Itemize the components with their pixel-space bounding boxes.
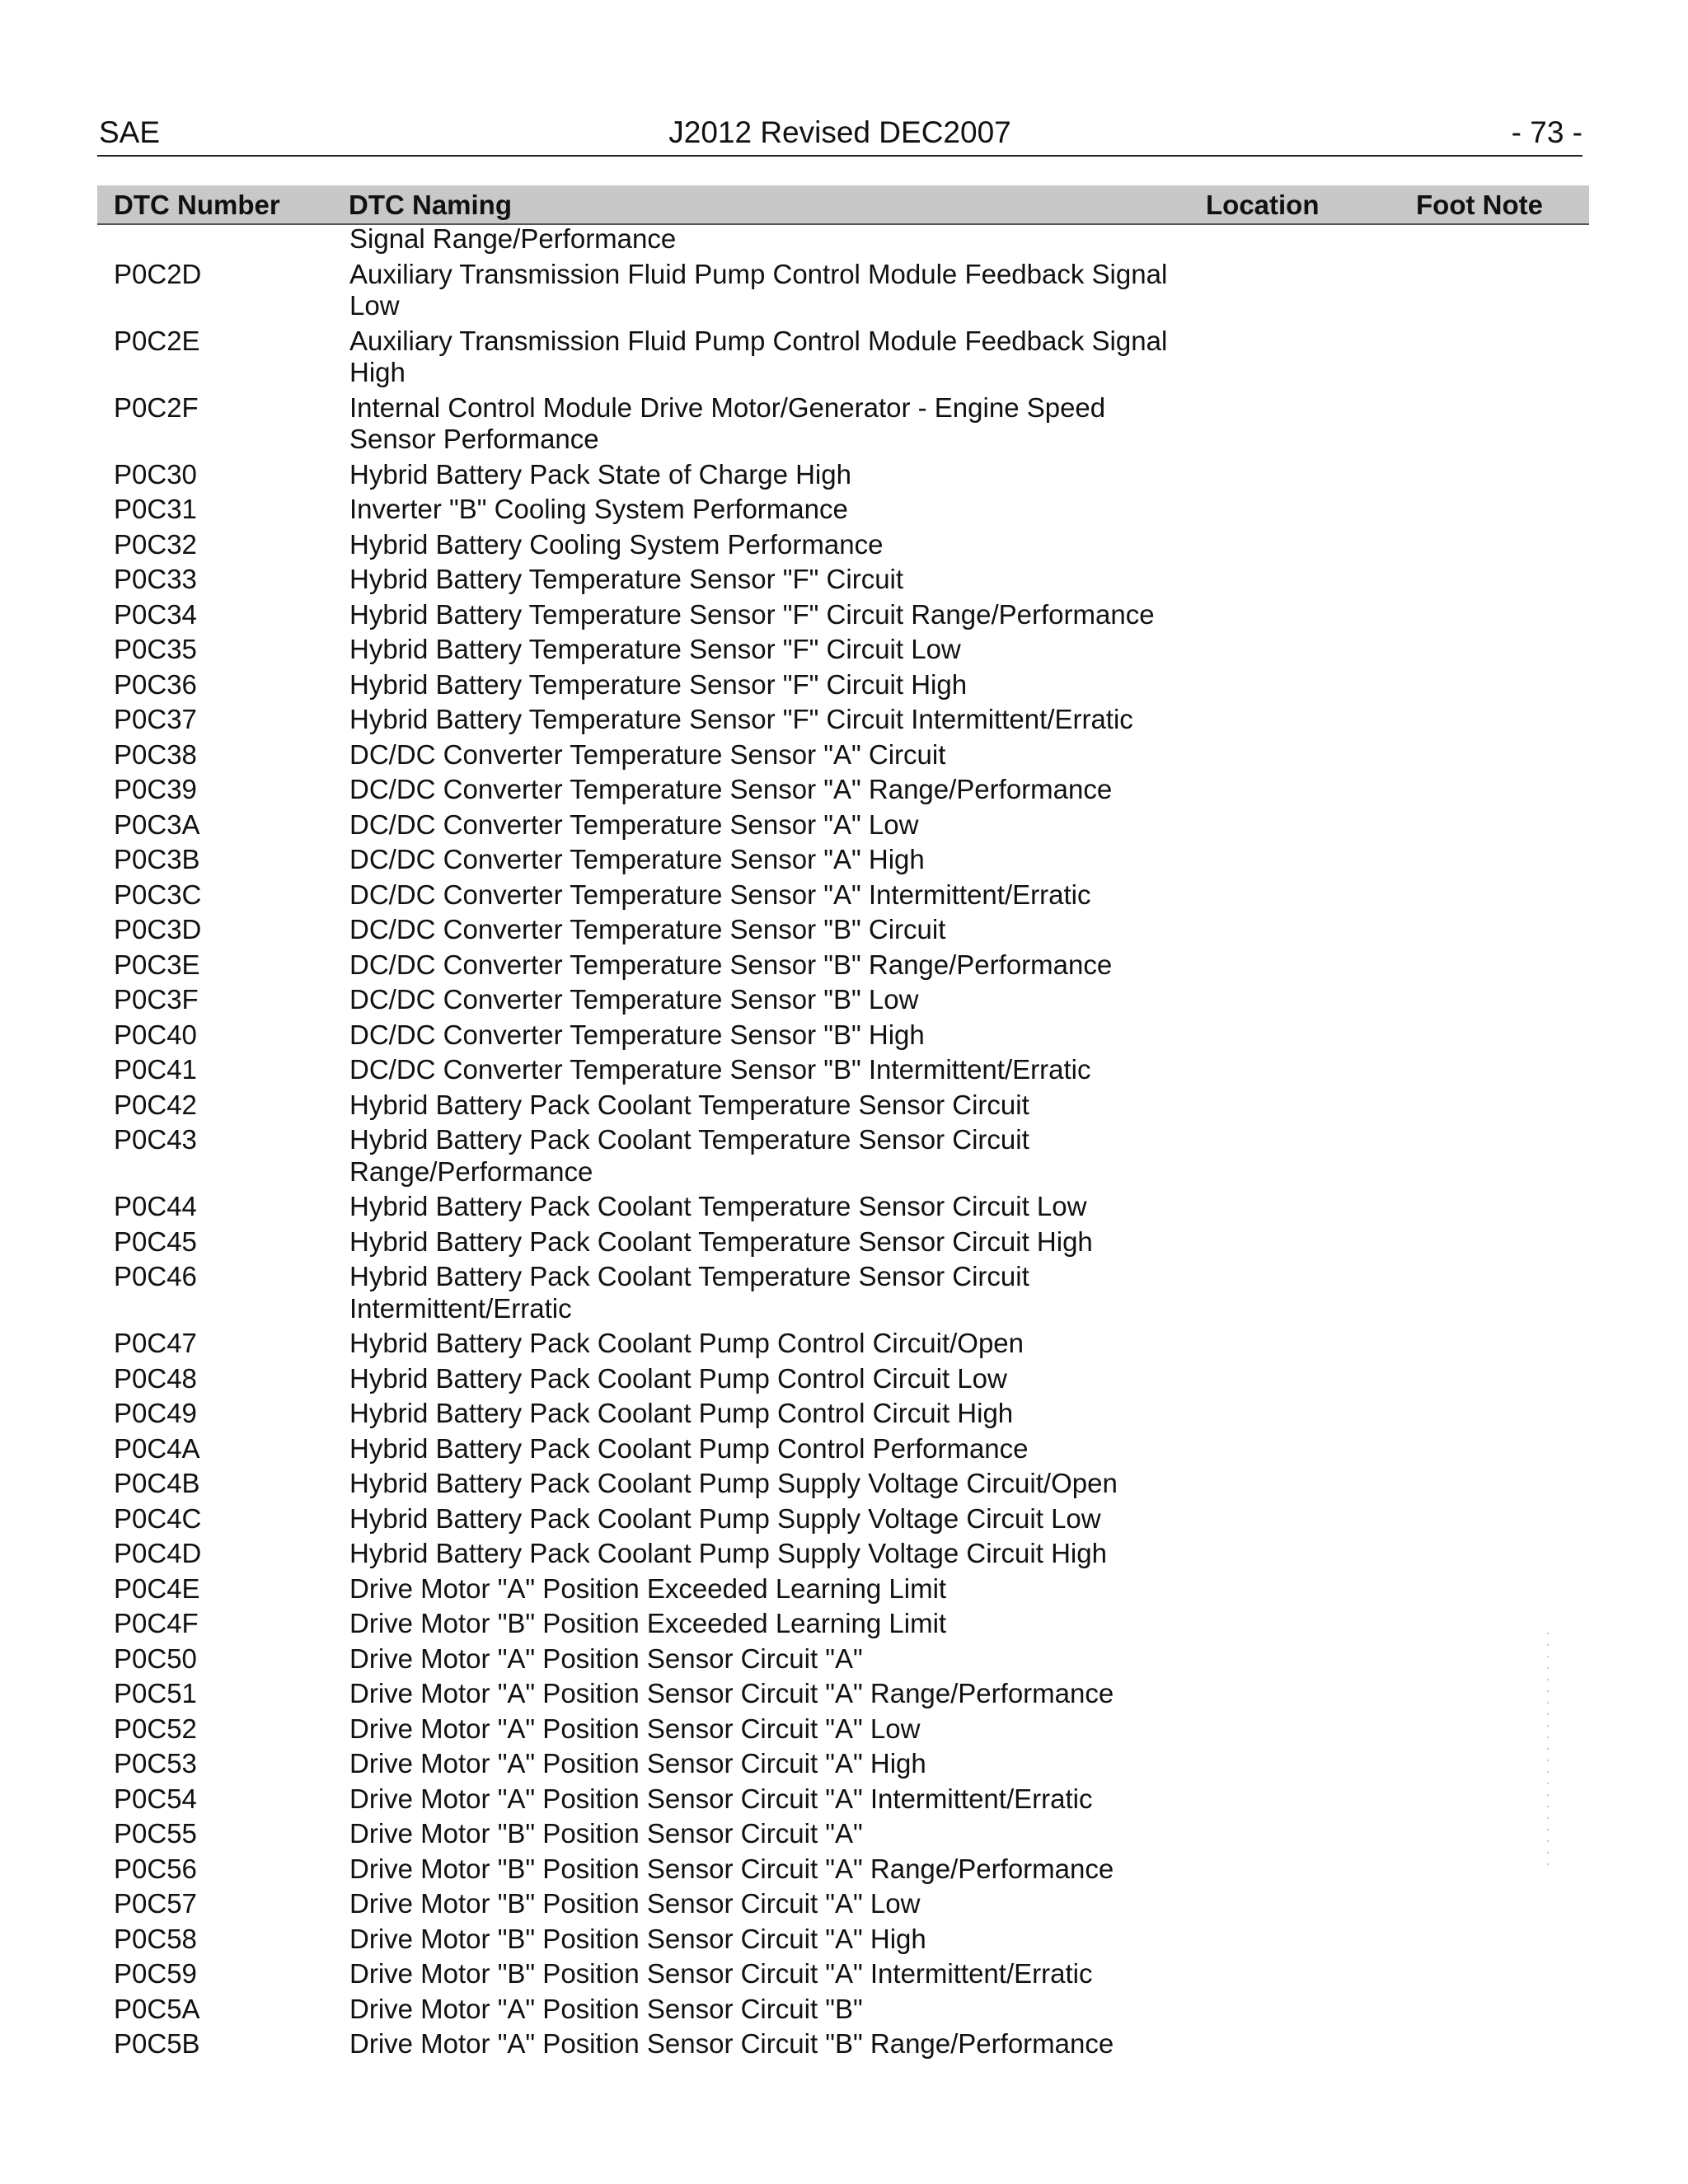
dtc-code: P0C35: [114, 634, 197, 664]
table-row: [0, 2028, 1688, 2060]
table-row: [0, 774, 1688, 806]
dtc-naming: Hybrid Battery Pack Coolant Temperature Sensor Circuit Low: [349, 1191, 1087, 1221]
table-row: [0, 1748, 1688, 1780]
table-row: [0, 704, 1688, 736]
dtc-naming: DC/DC Converter Temperature Sensor "B" Circuit: [349, 914, 946, 944]
table-row: [0, 1328, 1688, 1360]
dtc-naming: DC/DC Converter Temperature Sensor "B" Range/Performance: [349, 949, 1113, 980]
dtc-code: P0C3E: [114, 949, 200, 980]
dtc-naming: Drive Motor "B" Position Sensor Circuit "A": [349, 1818, 863, 1849]
table-row: [0, 984, 1688, 1016]
dtc-code: P0C32: [114, 528, 197, 560]
dtc-naming: Hybrid Battery Pack Coolant Temperature Sensor Circuit: [349, 1089, 1029, 1120]
table-row: [0, 879, 1688, 912]
dtc-code: P0C42: [114, 1089, 197, 1120]
dtc-naming: Hybrid Battery Pack Coolant Temperature Sensor Circuit High: [349, 1226, 1093, 1257]
dtc-naming: Hybrid Battery Cooling System Performance: [349, 528, 884, 560]
table-row: [0, 1503, 1688, 1535]
dtc-code: P0C46: [114, 1261, 197, 1291]
scan-artifact: [1545, 1628, 1551, 1875]
dtc-code: P0C38: [114, 738, 197, 770]
dtc-code: P0C51: [114, 1678, 197, 1708]
table-row: [0, 1888, 1688, 1920]
dtc-naming: Drive Motor "A" Position Exceeded Learning Limit: [349, 1572, 947, 1604]
dtc-naming: Hybrid Battery Pack Coolant Pump Control Circuit Low: [349, 1362, 1007, 1394]
dtc-naming: Drive Motor "A" Position Sensor Circuit "A" Low: [349, 1713, 921, 1744]
dtc-code: P0C52: [114, 1713, 197, 1744]
dtc-code: P0C3D: [114, 914, 202, 944]
table-row: [0, 1608, 1688, 1640]
dtc-naming: DC/DC Converter Temperature Sensor "A" Intermittent/Erratic: [349, 879, 1091, 910]
table-row: [0, 1468, 1688, 1500]
dtc-naming: Drive Motor "A" Position Sensor Circuit "A" Range/Performance: [349, 1678, 1114, 1708]
dtc-naming: Signal Range/Performance: [349, 223, 677, 254]
table-row: [0, 326, 1688, 389]
dtc-naming: Drive Motor "B" Position Sensor Circuit "A" Intermittent/Erratic: [349, 1958, 1093, 1989]
dtc-naming: Drive Motor "B" Position Sensor Circuit "A" Range/Performance: [349, 1853, 1114, 1884]
dtc-code: P0C3C: [114, 879, 202, 910]
dtc-naming: Drive Motor "A" Position Sensor Circuit "B" Range/Performance: [349, 2028, 1114, 2059]
table-row: [0, 223, 1688, 255]
dtc-code: P0C44: [114, 1191, 197, 1221]
dtc-naming: Drive Motor "B" Position Sensor Circuit "A" Low: [349, 1888, 921, 1919]
dtc-naming: Auxiliary Transmission Fluid Pump Control Module Feedback Signal Low: [349, 258, 1168, 321]
publisher-label: SAE: [99, 115, 161, 149]
dtc-naming: Hybrid Battery Pack State of Charge High: [349, 458, 851, 490]
dtc-code: P0C40: [114, 1019, 197, 1050]
dtc-naming: Drive Motor "A" Position Sensor Circuit "A": [349, 1643, 863, 1674]
dtc-code: P0C30: [114, 458, 197, 490]
table-row: [0, 1261, 1688, 1324]
dtc-naming: Drive Motor "B" Position Sensor Circuit "A" High: [349, 1923, 926, 1954]
table-row: [0, 1783, 1688, 1816]
dtc-code: P0C4E: [114, 1572, 200, 1604]
page-header: [97, 115, 1582, 157]
dtc-code: P0C5B: [114, 2028, 200, 2059]
dtc-code: P0C3F: [114, 984, 199, 1015]
table-row: [0, 1124, 1688, 1188]
dtc-naming: DC/DC Converter Temperature Sensor "A" Circuit: [349, 738, 946, 770]
table-row: [0, 634, 1688, 666]
dtc-code: P0C3B: [114, 844, 200, 874]
table-row: [0, 259, 1688, 322]
table-row: [0, 1818, 1688, 1850]
dtc-naming: DC/DC Converter Temperature Sensor "B" Low: [349, 984, 919, 1015]
table-row: [0, 1573, 1688, 1605]
dtc-code: P0C45: [114, 1226, 197, 1257]
dtc-naming: Internal Control Module Drive Motor/Generator - Engine Speed Sensor Performance: [349, 391, 1106, 454]
table-header: [97, 185, 1589, 225]
dtc-naming: DC/DC Converter Temperature Sensor "B" Intermittent/Erratic: [349, 1054, 1091, 1085]
dtc-code: P0C4A: [114, 1432, 200, 1464]
dtc-table-body: [0, 223, 1688, 2060]
dtc-naming: Hybrid Battery Pack Coolant Pump Supply Voltage Circuit Low: [349, 1502, 1101, 1534]
table-row: [0, 1090, 1688, 1122]
document-title: J2012 Revised DEC2007: [668, 115, 1011, 149]
dtc-code: P0C37: [114, 704, 197, 734]
table-row: [0, 669, 1688, 701]
table-row: [0, 1713, 1688, 1746]
dtc-naming: Inverter "B" Cooling System Performance: [349, 494, 848, 524]
dtc-code: P0C50: [114, 1643, 197, 1674]
table-row: [0, 1398, 1688, 1430]
dtc-naming: Hybrid Battery Pack Coolant Temperature Sensor Circuit Range/Performance: [349, 1124, 1029, 1187]
dtc-code: P0C5A: [114, 1993, 200, 2024]
table-row: [0, 1994, 1688, 2026]
table-row: [0, 392, 1688, 456]
dtc-code: P0C33: [114, 564, 197, 594]
dtc-naming: Hybrid Battery Pack Coolant Temperature Sensor Circuit Intermittent/Erratic: [349, 1261, 1029, 1324]
column-header-dtc-number: DTC Number: [114, 190, 280, 220]
column-header-dtc-naming: DTC Naming: [349, 190, 512, 220]
dtc-code: P0C4C: [114, 1502, 202, 1534]
dtc-code: P0C4B: [114, 1468, 200, 1498]
table-row: [0, 529, 1688, 561]
table-row: [0, 1678, 1688, 1710]
dtc-naming: Hybrid Battery Pack Coolant Pump Control Circuit/Open: [349, 1328, 1025, 1358]
table-row: [0, 914, 1688, 946]
dtc-code: P0C47: [114, 1328, 197, 1358]
table-row: [0, 494, 1688, 526]
dtc-naming: DC/DC Converter Temperature Sensor "B" High: [349, 1019, 925, 1050]
dtc-code: P0C36: [114, 668, 197, 700]
dtc-naming: Auxiliary Transmission Fluid Pump Control Module Feedback Signal High: [349, 325, 1168, 387]
table-row: [0, 844, 1688, 876]
table-row: [0, 1054, 1688, 1086]
dtc-naming: DC/DC Converter Temperature Sensor "A" High: [349, 844, 925, 874]
dtc-code: P0C2D: [114, 258, 202, 289]
dtc-naming: Hybrid Battery Pack Coolant Pump Supply Voltage Circuit High: [349, 1538, 1107, 1568]
dtc-naming: Hybrid Battery Pack Coolant Pump Supply Voltage Circuit/Open: [349, 1468, 1118, 1498]
table-row: [0, 1538, 1688, 1570]
dtc-code: P0C41: [114, 1054, 197, 1085]
table-row: [0, 1643, 1688, 1675]
dtc-naming: Hybrid Battery Temperature Sensor "F" Circuit Intermittent/Erratic: [349, 704, 1133, 734]
dtc-naming: Hybrid Battery Temperature Sensor "F" Circuit High: [349, 668, 968, 700]
dtc-code: P0C53: [114, 1748, 197, 1779]
dtc-code: P0C49: [114, 1398, 197, 1428]
dtc-code: P0C48: [114, 1362, 197, 1394]
dtc-code: P0C3A: [114, 808, 200, 840]
column-header-foot-note: Foot Note: [1416, 190, 1543, 220]
dtc-code: P0C34: [114, 598, 197, 630]
dtc-naming: DC/DC Converter Temperature Sensor "A" Range/Performance: [349, 774, 1113, 804]
dtc-naming: Hybrid Battery Temperature Sensor "F" Circuit: [349, 564, 904, 594]
dtc-code: P0C2E: [114, 325, 200, 356]
dtc-naming: Drive Motor "A" Position Sensor Circuit "A" High: [349, 1748, 926, 1779]
dtc-naming: Drive Motor "B" Position Exceeded Learning Limit: [349, 1608, 947, 1638]
column-header-location: Location: [1206, 190, 1320, 220]
table-row: [0, 1363, 1688, 1395]
table-row: [0, 459, 1688, 491]
table-row: [0, 1433, 1688, 1465]
table-row: [0, 1958, 1688, 1990]
dtc-code: P0C31: [114, 494, 197, 524]
table-row: [0, 739, 1688, 771]
dtc-code: P0C59: [114, 1958, 197, 1989]
dtc-naming: Drive Motor "A" Position Sensor Circuit "B": [349, 1993, 863, 2024]
dtc-code: P0C39: [114, 774, 197, 804]
table-row: [0, 949, 1688, 982]
table-row: [0, 1019, 1688, 1052]
dtc-code: P0C56: [114, 1853, 197, 1884]
table-row: [0, 1226, 1688, 1258]
dtc-code: P0C57: [114, 1888, 197, 1919]
table-row: [0, 564, 1688, 596]
dtc-naming: Hybrid Battery Pack Coolant Pump Control Circuit High: [349, 1398, 1014, 1428]
table-row: [0, 1924, 1688, 1956]
dtc-naming: Hybrid Battery Temperature Sensor "F" Circuit Range/Performance: [349, 598, 1155, 630]
dtc-code: P0C54: [114, 1783, 197, 1814]
dtc-code: P0C4D: [114, 1538, 202, 1568]
dtc-code: P0C55: [114, 1818, 197, 1849]
dtc-naming: Hybrid Battery Pack Coolant Pump Control Performance: [349, 1432, 1029, 1464]
dtc-naming: DC/DC Converter Temperature Sensor "A" Low: [349, 808, 919, 840]
dtc-naming: Drive Motor "A" Position Sensor Circuit "A" Intermittent/Erratic: [349, 1783, 1093, 1814]
table-row: [0, 599, 1688, 631]
table-row: [0, 1854, 1688, 1886]
dtc-code: P0C2F: [114, 391, 199, 423]
dtc-code: P0C4F: [114, 1608, 199, 1638]
table-row: [0, 1191, 1688, 1223]
page-number: - 73 -: [1511, 115, 1582, 149]
table-row: [0, 809, 1688, 841]
dtc-code: P0C43: [114, 1124, 197, 1155]
dtc-naming: Hybrid Battery Temperature Sensor "F" Circuit Low: [349, 634, 961, 664]
dtc-code: P0C58: [114, 1923, 197, 1954]
